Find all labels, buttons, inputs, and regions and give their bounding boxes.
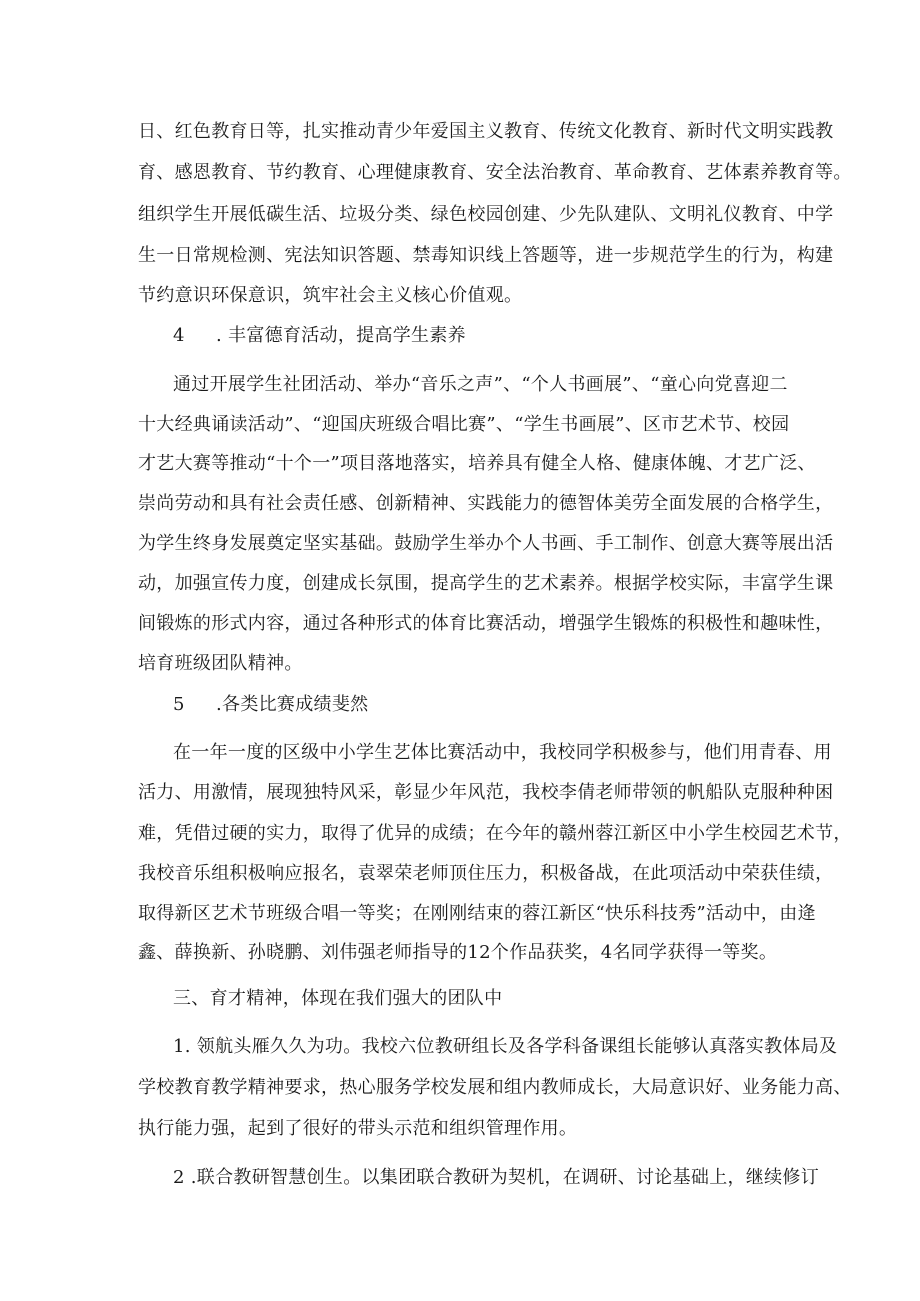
text-line: 为学生终身发展奠定坚实基础。鼓励学生举办个人书画、手工制作、创意大赛等展出活 (138, 533, 834, 554)
text-line: 鑫、薛换新、孙晓鹏、刘伟强老师指导的12个作品获奖，4名同学获得一等奖。 (138, 942, 778, 963)
text-line: 通过开展学生社团活动、举办“音乐之声”、“个人书画展”、“童心向党喜迎二 (173, 374, 788, 395)
section-heading-5 (173, 693, 833, 717)
text-line: 1. 领航头雁久久为功。我校六位教研组长及各学科备课组长能够认真落实教体局及 (173, 1036, 838, 1057)
text-line: 十大经典诵读活动”、“迎国庆班级合唱比赛”、“学生书画展”、区市艺术节、校园 (138, 414, 790, 435)
section-heading-3: 三、育才精神，体现在我们强大的团队中 (173, 988, 503, 1009)
text-line: 活力、用激情，展现独特风采，彰显少年风范，我校李倩老师带领的帆船队克服种种困 (138, 782, 834, 803)
text-line: 组织学生开展低碳生活、垃圾分类、绿色校园创建、少先队建队、文明礼仪教育、中学 (138, 204, 834, 225)
text-line: 崇尚劳动和具有社会责任感、创新精神、实践能力的德智体美劳全面发展的合格学生， (138, 493, 834, 514)
heading-text: .各类比赛成绩斐然 (216, 694, 369, 715)
text-line: 间锻炼的形式内容，通过各种形式的体育比赛活动，增强学生锻炼的积极性和趣味性， (138, 613, 834, 634)
text-line: 培育班级团队精神。 (138, 653, 303, 674)
text-line: 在一年一度的区级中小学生艺体比赛活动中，我校同学积极参与，他们用青春、用 (173, 742, 832, 763)
text-line: 我校音乐组积极响应报名，袁翠荣老师顶住压力，积极备战，在此项活动中荣获佳绩， (138, 863, 834, 884)
section-heading-4 (173, 324, 833, 348)
text-line: 难，凭借过硬的实力，取得了优异的成绩；在今年的赣州蓉江新区中小学生校园艺术节， (138, 823, 852, 844)
heading-text: . 丰富德育活动，提高学生素养 (216, 325, 466, 346)
text-line: 节约意识环保意识，筑牢社会主义核心价值观。 (138, 285, 523, 306)
text-line: 2 .联合教研智慧创生。以集团联合教研为契机，在调研、讨论基础上，继续修订 (173, 1167, 819, 1188)
text-line: 日、红色教育日等，扎实推动青少年爱国主义教育、传统文化教育、新时代文明实践教 (138, 121, 834, 142)
text-line: 育、感恩教育、节约教育、心理健康教育、安全法治教育、革命教育、艺体素养教育等。 (138, 162, 852, 183)
text-line: 学校教育教学精神要求，热心服务学校发展和组内教师成长，大局意识好、业务能力高、 (138, 1077, 852, 1098)
heading-number: 4 (173, 325, 185, 346)
text-line: 取得新区艺术节班级合唱一等奖；在刚刚结束的蓉江新区“快乐科技秀”活动中，由逄 (138, 903, 816, 924)
text-line: 动，加强宣传力度，创建成长氛围，提高学生的艺术素养。根据学校实际，丰富学生课 (138, 573, 834, 594)
text-line: 执行能力强，起到了很好的带头示范和组织管理作用。 (138, 1118, 578, 1139)
text-line: 生一日常规检测、宪法知识答题、禁毒知识线上答题等，进一步规范学生的行为，构建 (138, 245, 834, 266)
heading-number: 5 (173, 694, 185, 715)
text-line: 才艺大赛等推动“十个一”项目落地落实，培养具有健全人格、健康体魄、才艺广泛、 (138, 453, 816, 474)
